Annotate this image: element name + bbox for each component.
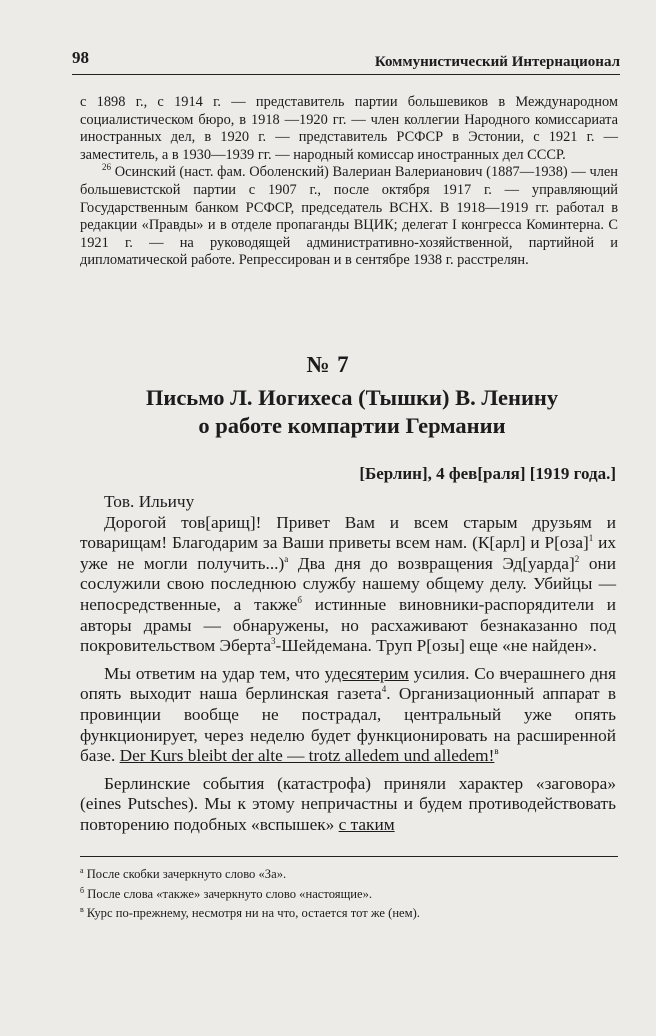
text-run: они сослужили свою последнюю службу нашему общему делу. Убийцы — непосредственные, а также [80,553,616,614]
text-run: истинные виновники-распорядители и авторы драмы — обнаружены, но расхаживают безнаказанно под покровительством Эберта [80,594,616,656]
footnotes [80,856,618,924]
document-date: [Берлин], 4 фев[раля] [1919 года.] [359,464,616,483]
page-number: 98 [72,48,89,67]
footnote-b [80,885,618,905]
footnote-mark: б [80,885,85,895]
text-run: . Организационный аппарат в провинции вообще не пострадал, центральный уже опять функционирует, через неделю будет функционировать на расширенной базе. [80,684,616,766]
text-run: -Шейдемана. Труп Р[озы] еще «не найден». [275,636,597,656]
text-run: Дорогой тов[арищ]! Привет Вам и всем старым друзьям и товарищам! Благодарим за Ваши приветы всем нам. (К[арл] и Р[оза] [80,512,616,553]
salutation: Тов. Ильичу [104,492,195,511]
note-mark: 2 [574,554,580,565]
document-title [92,384,612,440]
footnote-mark: а [80,865,84,875]
note-mark: 4 [381,684,387,695]
page-header [72,44,620,75]
footnote-text: После скобки зачеркнуто слово «За». [83,867,287,881]
footnote-text: Курс по-прежнему, несмотря ни на что, остается тот же (нем). [83,906,420,920]
note-mark: а [284,554,289,565]
endnote-continuation: с 1898 г., с 1914 г. — представитель партии большевиков в Международном социалистическом бюро, в 1918 —1920 гг. — член коллегии Народного комиссариата иностранных дел, в 1920 г. — представитель РСФСР в Эстонии, с 1921 г. — заместитель, а в 1930—1939 гг. — народный комиссар иностранных дел СССР. [80,94,618,163]
note-mark: 1 [588,533,594,544]
footnote-v [80,904,618,924]
document-number: № 7 [306,352,350,377]
text-run: Два дня до возвращения Эд[уарда] [288,553,575,573]
footnote-text: После слова «также» зачеркнуто слово «настоящие». [84,886,373,901]
letter-body [80,492,616,836]
text-run: Мы ответим на удар тем, что [104,663,325,683]
note-mark: в [494,746,499,757]
text-run: Берлинские события (катастрофа) приняли характер «заговора» (eines Putsches). Мы к этому непричастны и будем противодействовать повторению подобных «вспышек» [80,773,616,834]
note-mark: б [297,595,302,606]
paragraph-1 [80,513,616,657]
footnote-mark: в [80,904,84,914]
continued-endnotes [80,94,618,270]
footnote-a [80,865,618,885]
text-run: их уже не могли получить...) [80,533,616,573]
endnote-mark: 26 [102,162,111,173]
endnote-text: Осинский (наст. фам. Оболенский) Валериан Валерианович (1887—1938) — член большевистской партии с 1907 г., после октября 1917 г. — управляющий Государственным банком РСФСР, председатель ВСНХ. В 1918—1919 гг. работал в редакции «Правды» и в отделе пропаганды ВЦИК; делегат I конгресса Коминтерна. С 1921 г. — на руководящей административно-хозяйственной, партийной и дипломатической работе. Репрессирован и в сентябре 1938 г. расстрелян. [80,164,618,269]
title-line-1: Письмо Л. Иогихеса (Тышки) В. Ленину [145,385,559,410]
underlined-text: удесятерим [324,663,409,683]
title-line-2: о работе компартии Германии [198,413,506,438]
note-mark: 3 [271,636,276,647]
underlined-german-text: Der Kurs bleibt der alte — trotz alledem und alledem! [119,746,495,766]
paragraph-2 [80,664,616,767]
underlined-text: с таким [338,814,395,834]
paragraph-3 [80,774,616,836]
running-title: Коммунистический Интернационал [374,54,620,70]
text-run: усилия. Со вчерашнего дня опять выходит наша берлинская газета [80,663,616,704]
endnote-26 [80,164,618,270]
